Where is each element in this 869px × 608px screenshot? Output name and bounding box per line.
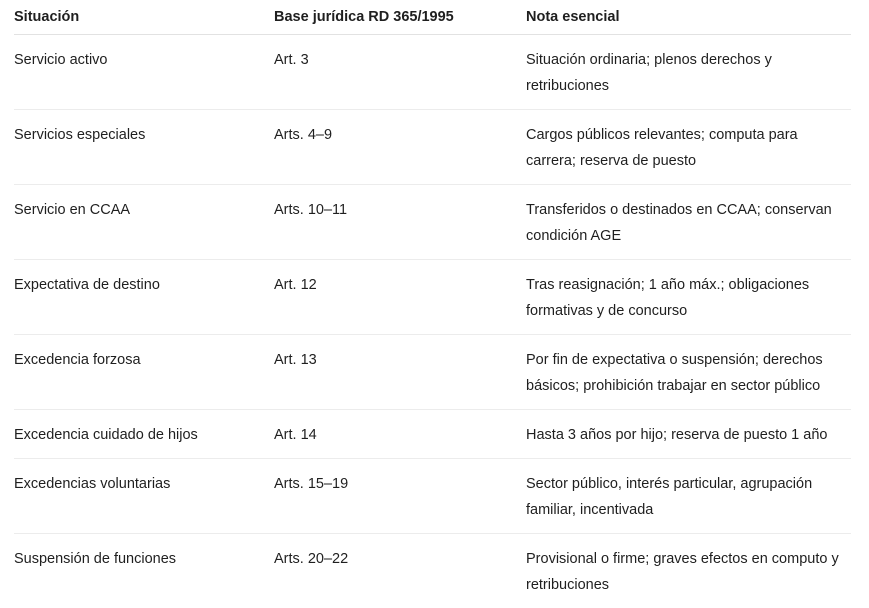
cell-nota: Hasta 3 años por hijo; reserva de puesto 1 año xyxy=(526,410,851,459)
cell-base-juridica: Arts. 4–9 xyxy=(274,110,526,185)
header-base-juridica: Base jurídica RD 365/1995 xyxy=(274,0,526,35)
cell-base-juridica: Art. 3 xyxy=(274,35,526,110)
cell-situacion: Excedencia cuidado de hijos xyxy=(14,410,274,459)
cell-nota: Tras reasignación; 1 año máx.; obligaciones formativas y de concurso xyxy=(526,260,851,335)
cell-nota: Provisional o firme; graves efectos en computo y retribuciones xyxy=(526,534,851,608)
header-row xyxy=(14,0,851,35)
cell-situacion: Servicios especiales xyxy=(14,110,274,185)
cell-situacion: Excedencias voluntarias xyxy=(14,459,274,534)
cell-nota: Por fin de expectativa o suspensión; derechos básicos; prohibición trabajar en sector público xyxy=(526,335,851,410)
table-body xyxy=(14,35,851,608)
cell-base-juridica: Art. 14 xyxy=(274,410,526,459)
cell-situacion: Suspensión de funciones xyxy=(14,534,274,608)
cell-base-juridica: Arts. 10–11 xyxy=(274,185,526,260)
cell-nota: Cargos públicos relevantes; computa para carrera; reserva de puesto xyxy=(526,110,851,185)
table-row xyxy=(14,534,851,608)
cell-base-juridica: Art. 12 xyxy=(274,260,526,335)
table-header xyxy=(14,0,851,35)
cell-base-juridica: Arts. 20–22 xyxy=(274,534,526,608)
cell-situacion: Servicio en CCAA xyxy=(14,185,274,260)
table-row xyxy=(14,410,851,459)
cell-situacion: Excedencia forzosa xyxy=(14,335,274,410)
header-situacion: Situación xyxy=(14,0,274,35)
cell-nota: Transferidos o destinados en CCAA; conservan condición AGE xyxy=(526,185,851,260)
table-row xyxy=(14,35,851,110)
cell-situacion: Expectativa de destino xyxy=(14,260,274,335)
cell-situacion: Servicio activo xyxy=(14,35,274,110)
cell-nota: Sector público, interés particular, agrupación familiar, incentivada xyxy=(526,459,851,534)
cell-base-juridica: Art. 13 xyxy=(274,335,526,410)
table-row xyxy=(14,459,851,534)
cell-base-juridica: Arts. 15–19 xyxy=(274,459,526,534)
header-nota-esencial: Nota esencial xyxy=(526,0,851,35)
table-row xyxy=(14,260,851,335)
table-row xyxy=(14,110,851,185)
cell-nota: Situación ordinaria; plenos derechos y retribuciones xyxy=(526,35,851,110)
situations-table xyxy=(14,0,851,608)
table-row xyxy=(14,335,851,410)
table-row xyxy=(14,185,851,260)
